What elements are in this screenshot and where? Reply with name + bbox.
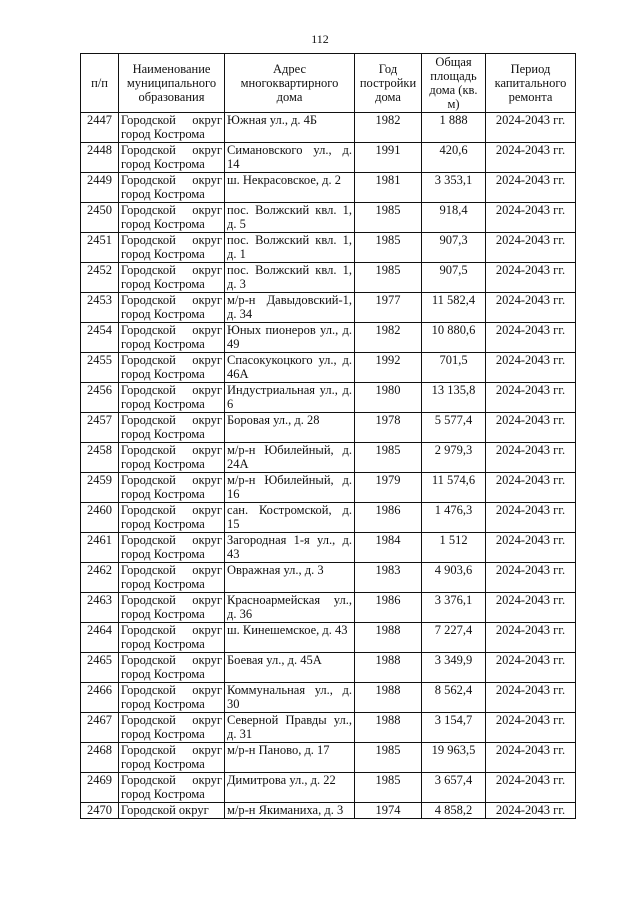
header-year: Год постройки дома (355, 54, 422, 113)
cell-address: ш. Некрасовское, д. 2 (225, 173, 355, 203)
cell-municipality-name: Городской округ город Кострома (119, 263, 225, 293)
table-row (81, 473, 576, 503)
cell-total-area: 4 903,6 (422, 563, 486, 593)
table-row (81, 113, 576, 143)
cell-row-number: 2456 (81, 383, 119, 413)
cell-repair-period: 2024-2043 гг. (486, 503, 576, 533)
cell-total-area: 3 353,1 (422, 173, 486, 203)
cell-total-area: 907,3 (422, 233, 486, 263)
cell-total-area: 11 582,4 (422, 293, 486, 323)
cell-total-area: 3 657,4 (422, 773, 486, 803)
cell-municipality-name: Городской округ город Кострома (119, 203, 225, 233)
table-row (81, 143, 576, 173)
table-row (81, 533, 576, 563)
cell-total-area: 3 376,1 (422, 593, 486, 623)
cell-build-year: 1984 (355, 533, 422, 563)
cell-address: Южная ул., д. 4Б (225, 113, 355, 143)
cell-repair-period: 2024-2043 гг. (486, 173, 576, 203)
cell-build-year: 1977 (355, 293, 422, 323)
cell-build-year: 1988 (355, 653, 422, 683)
cell-row-number: 2458 (81, 443, 119, 473)
cell-address: пос. Волжский квл. 1, д. 5 (225, 203, 355, 233)
cell-total-area: 701,5 (422, 353, 486, 383)
table-row (81, 563, 576, 593)
cell-total-area: 5 577,4 (422, 413, 486, 443)
cell-total-area: 3 349,9 (422, 653, 486, 683)
cell-repair-period: 2024-2043 гг. (486, 113, 576, 143)
cell-build-year: 1974 (355, 803, 422, 819)
cell-row-number: 2461 (81, 533, 119, 563)
cell-address: Симановского ул., д. 14 (225, 143, 355, 173)
cell-build-year: 1986 (355, 503, 422, 533)
cell-repair-period: 2024-2043 гг. (486, 383, 576, 413)
cell-repair-period: 2024-2043 гг. (486, 563, 576, 593)
cell-build-year: 1992 (355, 353, 422, 383)
cell-row-number: 2453 (81, 293, 119, 323)
header-address: Адрес многоквартирного дома (225, 54, 355, 113)
cell-build-year: 1985 (355, 263, 422, 293)
table-row (81, 743, 576, 773)
cell-total-area: 918,4 (422, 203, 486, 233)
cell-municipality-name: Городской округ город Кострома (119, 563, 225, 593)
cell-build-year: 1985 (355, 773, 422, 803)
cell-total-area: 2 979,3 (422, 443, 486, 473)
cell-repair-period: 2024-2043 гг. (486, 413, 576, 443)
cell-municipality-name: Городской округ город Кострома (119, 233, 225, 263)
cell-total-area: 8 562,4 (422, 683, 486, 713)
cell-repair-period: 2024-2043 гг. (486, 293, 576, 323)
cell-repair-period: 2024-2043 гг. (486, 623, 576, 653)
header-num: п/п (81, 54, 119, 113)
cell-build-year: 1988 (355, 683, 422, 713)
cell-address: м/р-н Якиманиха, д. 3 (225, 803, 355, 819)
cell-build-year: 1983 (355, 563, 422, 593)
cell-address: Димитрова ул., д. 22 (225, 773, 355, 803)
table-row (81, 773, 576, 803)
cell-municipality-name: Городской округ город Кострома (119, 743, 225, 773)
table-row (81, 203, 576, 233)
cell-row-number: 2455 (81, 353, 119, 383)
table-row (81, 443, 576, 473)
cell-total-area: 3 154,7 (422, 713, 486, 743)
cell-address: м/р-н Паново, д. 17 (225, 743, 355, 773)
cell-total-area: 13 135,8 (422, 383, 486, 413)
cell-build-year: 1978 (355, 413, 422, 443)
cell-address: Боевая ул., д. 45А (225, 653, 355, 683)
cell-address: пос. Волжский квл. 1, д. 1 (225, 233, 355, 263)
cell-address: сан. Костромской, д. 15 (225, 503, 355, 533)
cell-row-number: 2470 (81, 803, 119, 819)
cell-total-area: 10 880,6 (422, 323, 486, 353)
cell-repair-period: 2024-2043 гг. (486, 743, 576, 773)
cell-municipality-name: Городской округ город Кострома (119, 443, 225, 473)
cell-build-year: 1991 (355, 143, 422, 173)
cell-repair-period: 2024-2043 гг. (486, 473, 576, 503)
cell-repair-period: 2024-2043 гг. (486, 593, 576, 623)
cell-municipality-name: Городской округ город Кострома (119, 173, 225, 203)
cell-municipality-name: Городской округ город Кострома (119, 593, 225, 623)
table-row (81, 593, 576, 623)
cell-address: пос. Волжский квл. 1, д. 3 (225, 263, 355, 293)
table-body (81, 113, 576, 819)
cell-build-year: 1985 (355, 743, 422, 773)
cell-address: Красноармейская ул., д. 36 (225, 593, 355, 623)
cell-row-number: 2451 (81, 233, 119, 263)
cell-build-year: 1981 (355, 173, 422, 203)
cell-address: ш. Кинешемское, д. 43 (225, 623, 355, 653)
cell-repair-period: 2024-2043 гг. (486, 143, 576, 173)
cell-municipality-name: Городской округ город Кострома (119, 683, 225, 713)
table-row (81, 653, 576, 683)
cell-total-area: 19 963,5 (422, 743, 486, 773)
cell-municipality-name: Городской округ город Кострома (119, 353, 225, 383)
cell-row-number: 2464 (81, 623, 119, 653)
cell-address: м/р-н Юбилейный, д. 16 (225, 473, 355, 503)
cell-total-area: 1 512 (422, 533, 486, 563)
cell-total-area: 1 476,3 (422, 503, 486, 533)
table-row (81, 413, 576, 443)
cell-municipality-name: Городской округ город Кострома (119, 533, 225, 563)
cell-address: Боровая ул., д. 28 (225, 413, 355, 443)
cell-repair-period: 2024-2043 гг. (486, 443, 576, 473)
cell-row-number: 2448 (81, 143, 119, 173)
cell-municipality-name: Городской округ город Кострома (119, 323, 225, 353)
cell-address: м/р-н Давыдовский-1, д. 34 (225, 293, 355, 323)
cell-address: Овражная ул., д. 3 (225, 563, 355, 593)
cell-row-number: 2450 (81, 203, 119, 233)
table-header-row (81, 54, 576, 113)
header-area: Общая площадь дома (кв. м) (422, 54, 486, 113)
cell-row-number: 2459 (81, 473, 119, 503)
cell-row-number: 2463 (81, 593, 119, 623)
cell-build-year: 1980 (355, 383, 422, 413)
cell-address: Индустриальная ул., д. 6 (225, 383, 355, 413)
table-row (81, 713, 576, 743)
cell-municipality-name: Городской округ город Кострома (119, 713, 225, 743)
cell-municipality-name: Городской округ город Кострома (119, 653, 225, 683)
cell-municipality-name: Городской округ город Кострома (119, 503, 225, 533)
housing-table (80, 53, 576, 819)
cell-municipality-name: Городской округ город Кострома (119, 383, 225, 413)
cell-address: Коммунальная ул., д. 30 (225, 683, 355, 713)
cell-municipality-name: Городской округ город Кострома (119, 473, 225, 503)
cell-total-area: 907,5 (422, 263, 486, 293)
page-number: 112 (311, 32, 329, 46)
cell-repair-period: 2024-2043 гг. (486, 773, 576, 803)
cell-municipality-name: Городской округ город Кострома (119, 113, 225, 143)
cell-build-year: 1988 (355, 713, 422, 743)
cell-repair-period: 2024-2043 гг. (486, 233, 576, 263)
cell-municipality-name: Городской округ (119, 803, 225, 819)
cell-municipality-name: Городской округ город Кострома (119, 623, 225, 653)
table-row (81, 353, 576, 383)
cell-build-year: 1988 (355, 623, 422, 653)
cell-repair-period: 2024-2043 гг. (486, 683, 576, 713)
cell-address: Юных пионеров ул., д. 49 (225, 323, 355, 353)
cell-build-year: 1982 (355, 113, 422, 143)
cell-repair-period: 2024-2043 гг. (486, 323, 576, 353)
table-row (81, 173, 576, 203)
cell-row-number: 2454 (81, 323, 119, 353)
cell-row-number: 2469 (81, 773, 119, 803)
cell-repair-period: 2024-2043 гг. (486, 533, 576, 563)
header-period: Период капитального ремонта (486, 54, 576, 113)
cell-repair-period: 2024-2043 гг. (486, 803, 576, 819)
table-row (81, 503, 576, 533)
cell-repair-period: 2024-2043 гг. (486, 713, 576, 743)
cell-address: м/р-н Юбилейный, д. 24А (225, 443, 355, 473)
cell-address: Спасокукоцкого ул., д. 46А (225, 353, 355, 383)
cell-row-number: 2460 (81, 503, 119, 533)
cell-build-year: 1985 (355, 443, 422, 473)
cell-total-area: 1 888 (422, 113, 486, 143)
cell-row-number: 2449 (81, 173, 119, 203)
table-row (81, 263, 576, 293)
cell-row-number: 2466 (81, 683, 119, 713)
table-row (81, 383, 576, 413)
cell-total-area: 420,6 (422, 143, 486, 173)
cell-build-year: 1979 (355, 473, 422, 503)
cell-repair-period: 2024-2043 гг. (486, 263, 576, 293)
cell-address: Загородная 1-я ул., д. 43 (225, 533, 355, 563)
cell-row-number: 2457 (81, 413, 119, 443)
cell-total-area: 7 227,4 (422, 623, 486, 653)
cell-address: Северной Правды ул., д. 31 (225, 713, 355, 743)
table-row (81, 293, 576, 323)
cell-build-year: 1985 (355, 233, 422, 263)
cell-row-number: 2465 (81, 653, 119, 683)
cell-repair-period: 2024-2043 гг. (486, 353, 576, 383)
cell-total-area: 4 858,2 (422, 803, 486, 819)
header-name: Наименование муниципального образования (119, 54, 225, 113)
table-row (81, 233, 576, 263)
cell-build-year: 1986 (355, 593, 422, 623)
cell-municipality-name: Городской округ город Кострома (119, 773, 225, 803)
table-row (81, 323, 576, 353)
cell-row-number: 2468 (81, 743, 119, 773)
cell-total-area: 11 574,6 (422, 473, 486, 503)
cell-row-number: 2462 (81, 563, 119, 593)
table-row (81, 683, 576, 713)
table-row (81, 803, 576, 819)
cell-row-number: 2452 (81, 263, 119, 293)
cell-municipality-name: Городской округ город Кострома (119, 413, 225, 443)
table-row (81, 623, 576, 653)
cell-municipality-name: Городской округ город Кострома (119, 293, 225, 323)
cell-build-year: 1982 (355, 323, 422, 353)
cell-municipality-name: Городской округ город Кострома (119, 143, 225, 173)
cell-build-year: 1985 (355, 203, 422, 233)
cell-repair-period: 2024-2043 гг. (486, 203, 576, 233)
cell-repair-period: 2024-2043 гг. (486, 653, 576, 683)
cell-row-number: 2447 (81, 113, 119, 143)
cell-row-number: 2467 (81, 713, 119, 743)
